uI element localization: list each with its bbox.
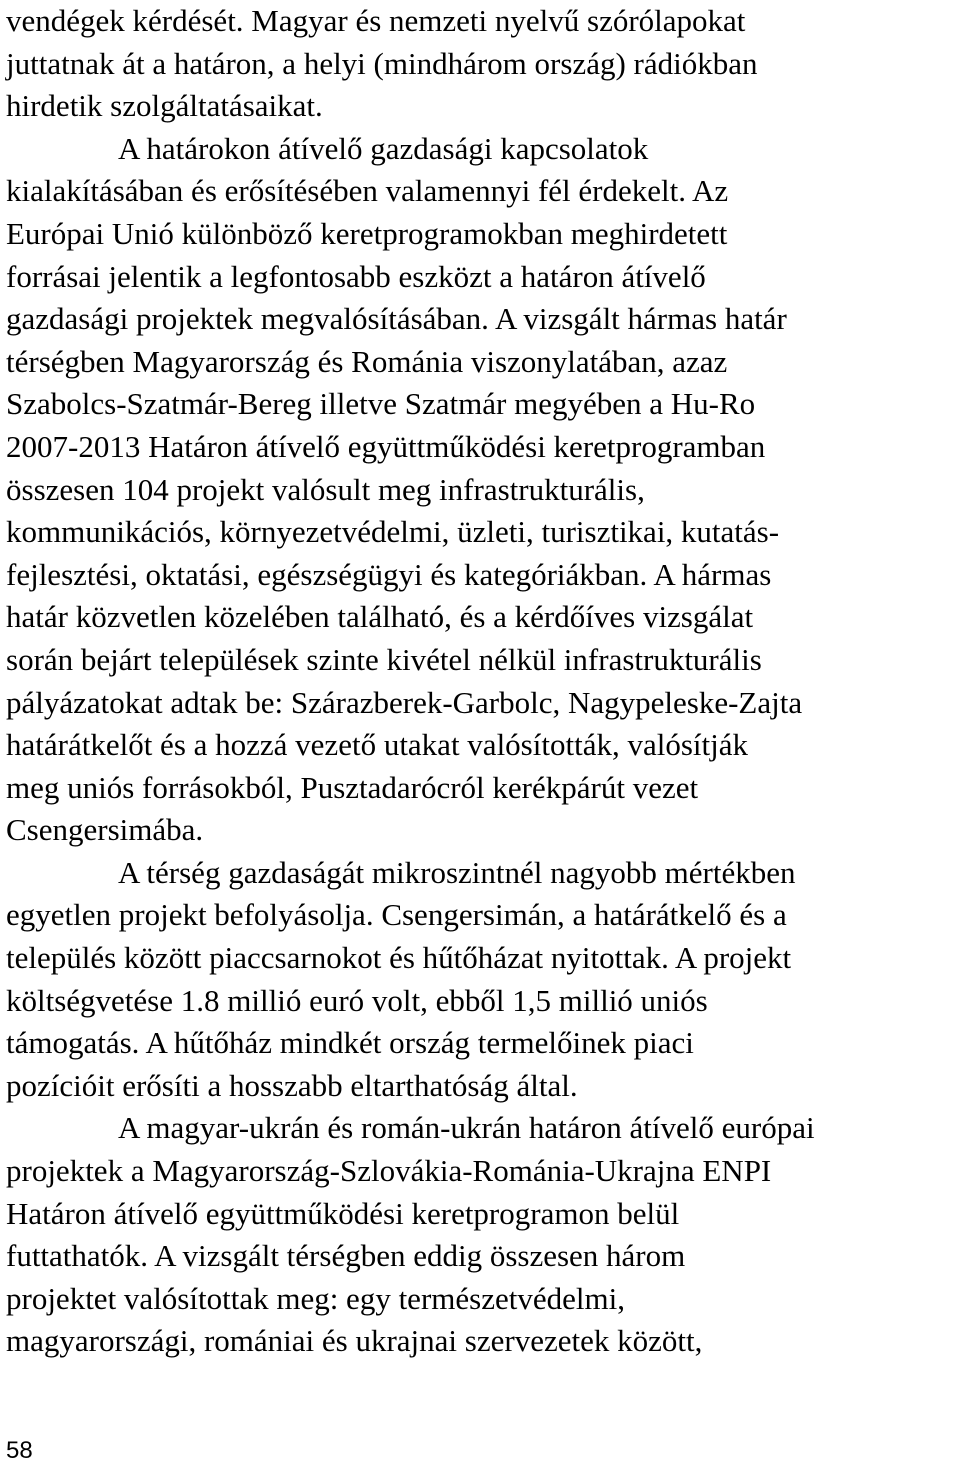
text-line: A magyar-ukrán és román-ukrán határon átívelő európai (118, 1110, 815, 1146)
text-line: támogatás. A hűtőház mindkét ország termelőinek piaci (6, 1025, 694, 1061)
text-line: egyetlen projekt befolyásolja. Csengersimán, a határátkelő és a (6, 897, 787, 933)
text-line: kommunikációs, környezetvédelmi, üzleti, turisztikai, kutatás- (6, 514, 780, 550)
text-line: Európai Unió különböző keretprogramokban meghirdetett (6, 215, 728, 251)
page-number: 58 (6, 1437, 33, 1464)
body-text (6, 0, 956, 1363)
text-line: összesen 104 projekt valósult meg infrastrukturális, (6, 471, 645, 507)
text-line: térségben Magyarország és Románia viszonylatában, azaz (6, 343, 728, 379)
paragraph (6, 852, 956, 1108)
text-line: határ közvetlen közelében található, és a kérdőíves vizsgálat (6, 599, 754, 635)
text-line: határátkelőt és a hozzá vezető utakat valósították, valósítják (6, 727, 748, 763)
text-line: Szabolcs-Szatmár-Bereg illetve Szatmár megyében a Hu-Ro (6, 386, 756, 422)
text-line: során bejárt települések szinte kivétel nélkül infrastrukturális (6, 641, 762, 677)
text-line: gazdasági projektek megvalósításában. A vizsgált hármas határ (6, 301, 787, 337)
text-line: meg uniós forrásokból, Pusztadarócról kerékpárút vezet (6, 769, 699, 805)
paragraph (6, 1107, 956, 1363)
paragraph (6, 0, 956, 128)
text-line: költségvetése 1.8 millió euró volt, ebből 1,5 millió uniós (6, 982, 708, 1018)
text-line: település között piaccsarnokot és hűtőházat nyitottak. A projekt (6, 940, 792, 976)
text-line: projektek a Magyarország-Szlovákia-Románia-Ukrajna ENPI (6, 1153, 772, 1189)
text-line: A térség gazdaságát mikroszintnél nagyobb mértékben (118, 854, 796, 890)
text-line: Csengersimába. (6, 812, 204, 848)
text-line: hirdetik szolgáltatásaikat. (6, 88, 323, 124)
text-line: juttatnak át a határon, a helyi (mindhárom ország) rádiókban (6, 45, 758, 81)
text-line: forrásai jelentik a legfontosabb eszközt a határon átívelő (6, 258, 706, 294)
text-line: fejlesztési, oktatási, egészségügyi és kategóriákban. A hármas (6, 556, 772, 592)
paragraph (6, 128, 956, 852)
text-line: 2007-2013 Határon átívelő együttműködési keretprogramban (6, 428, 766, 464)
text-line: magyarországi, romániai és ukrajnai szervezetek között, (6, 1323, 703, 1359)
text-line: pozícióit erősíti a hosszabb eltarthatóság által. (6, 1067, 578, 1103)
text-line: A határokon átívelő gazdasági kapcsolatok (118, 130, 649, 166)
text-line: kialakításában és erősítésében valamennyi fél érdekelt. Az (6, 173, 729, 209)
text-line: projektet valósítottak meg: egy természetvédelmi, (6, 1280, 625, 1316)
document-page (6, 0, 956, 1363)
text-line: vendégek kérdését. Magyar és nemzeti nyelvű szórólapokat (6, 3, 746, 38)
text-line: pályázatokat adtak be: Szárazberek-Garbolc, Nagypeleske-Zajta (6, 684, 803, 720)
text-line: Határon átívelő együttműködési keretprogramon belül (6, 1195, 680, 1231)
text-line: futtathatók. A vizsgált térségben eddig összesen három (6, 1238, 686, 1274)
